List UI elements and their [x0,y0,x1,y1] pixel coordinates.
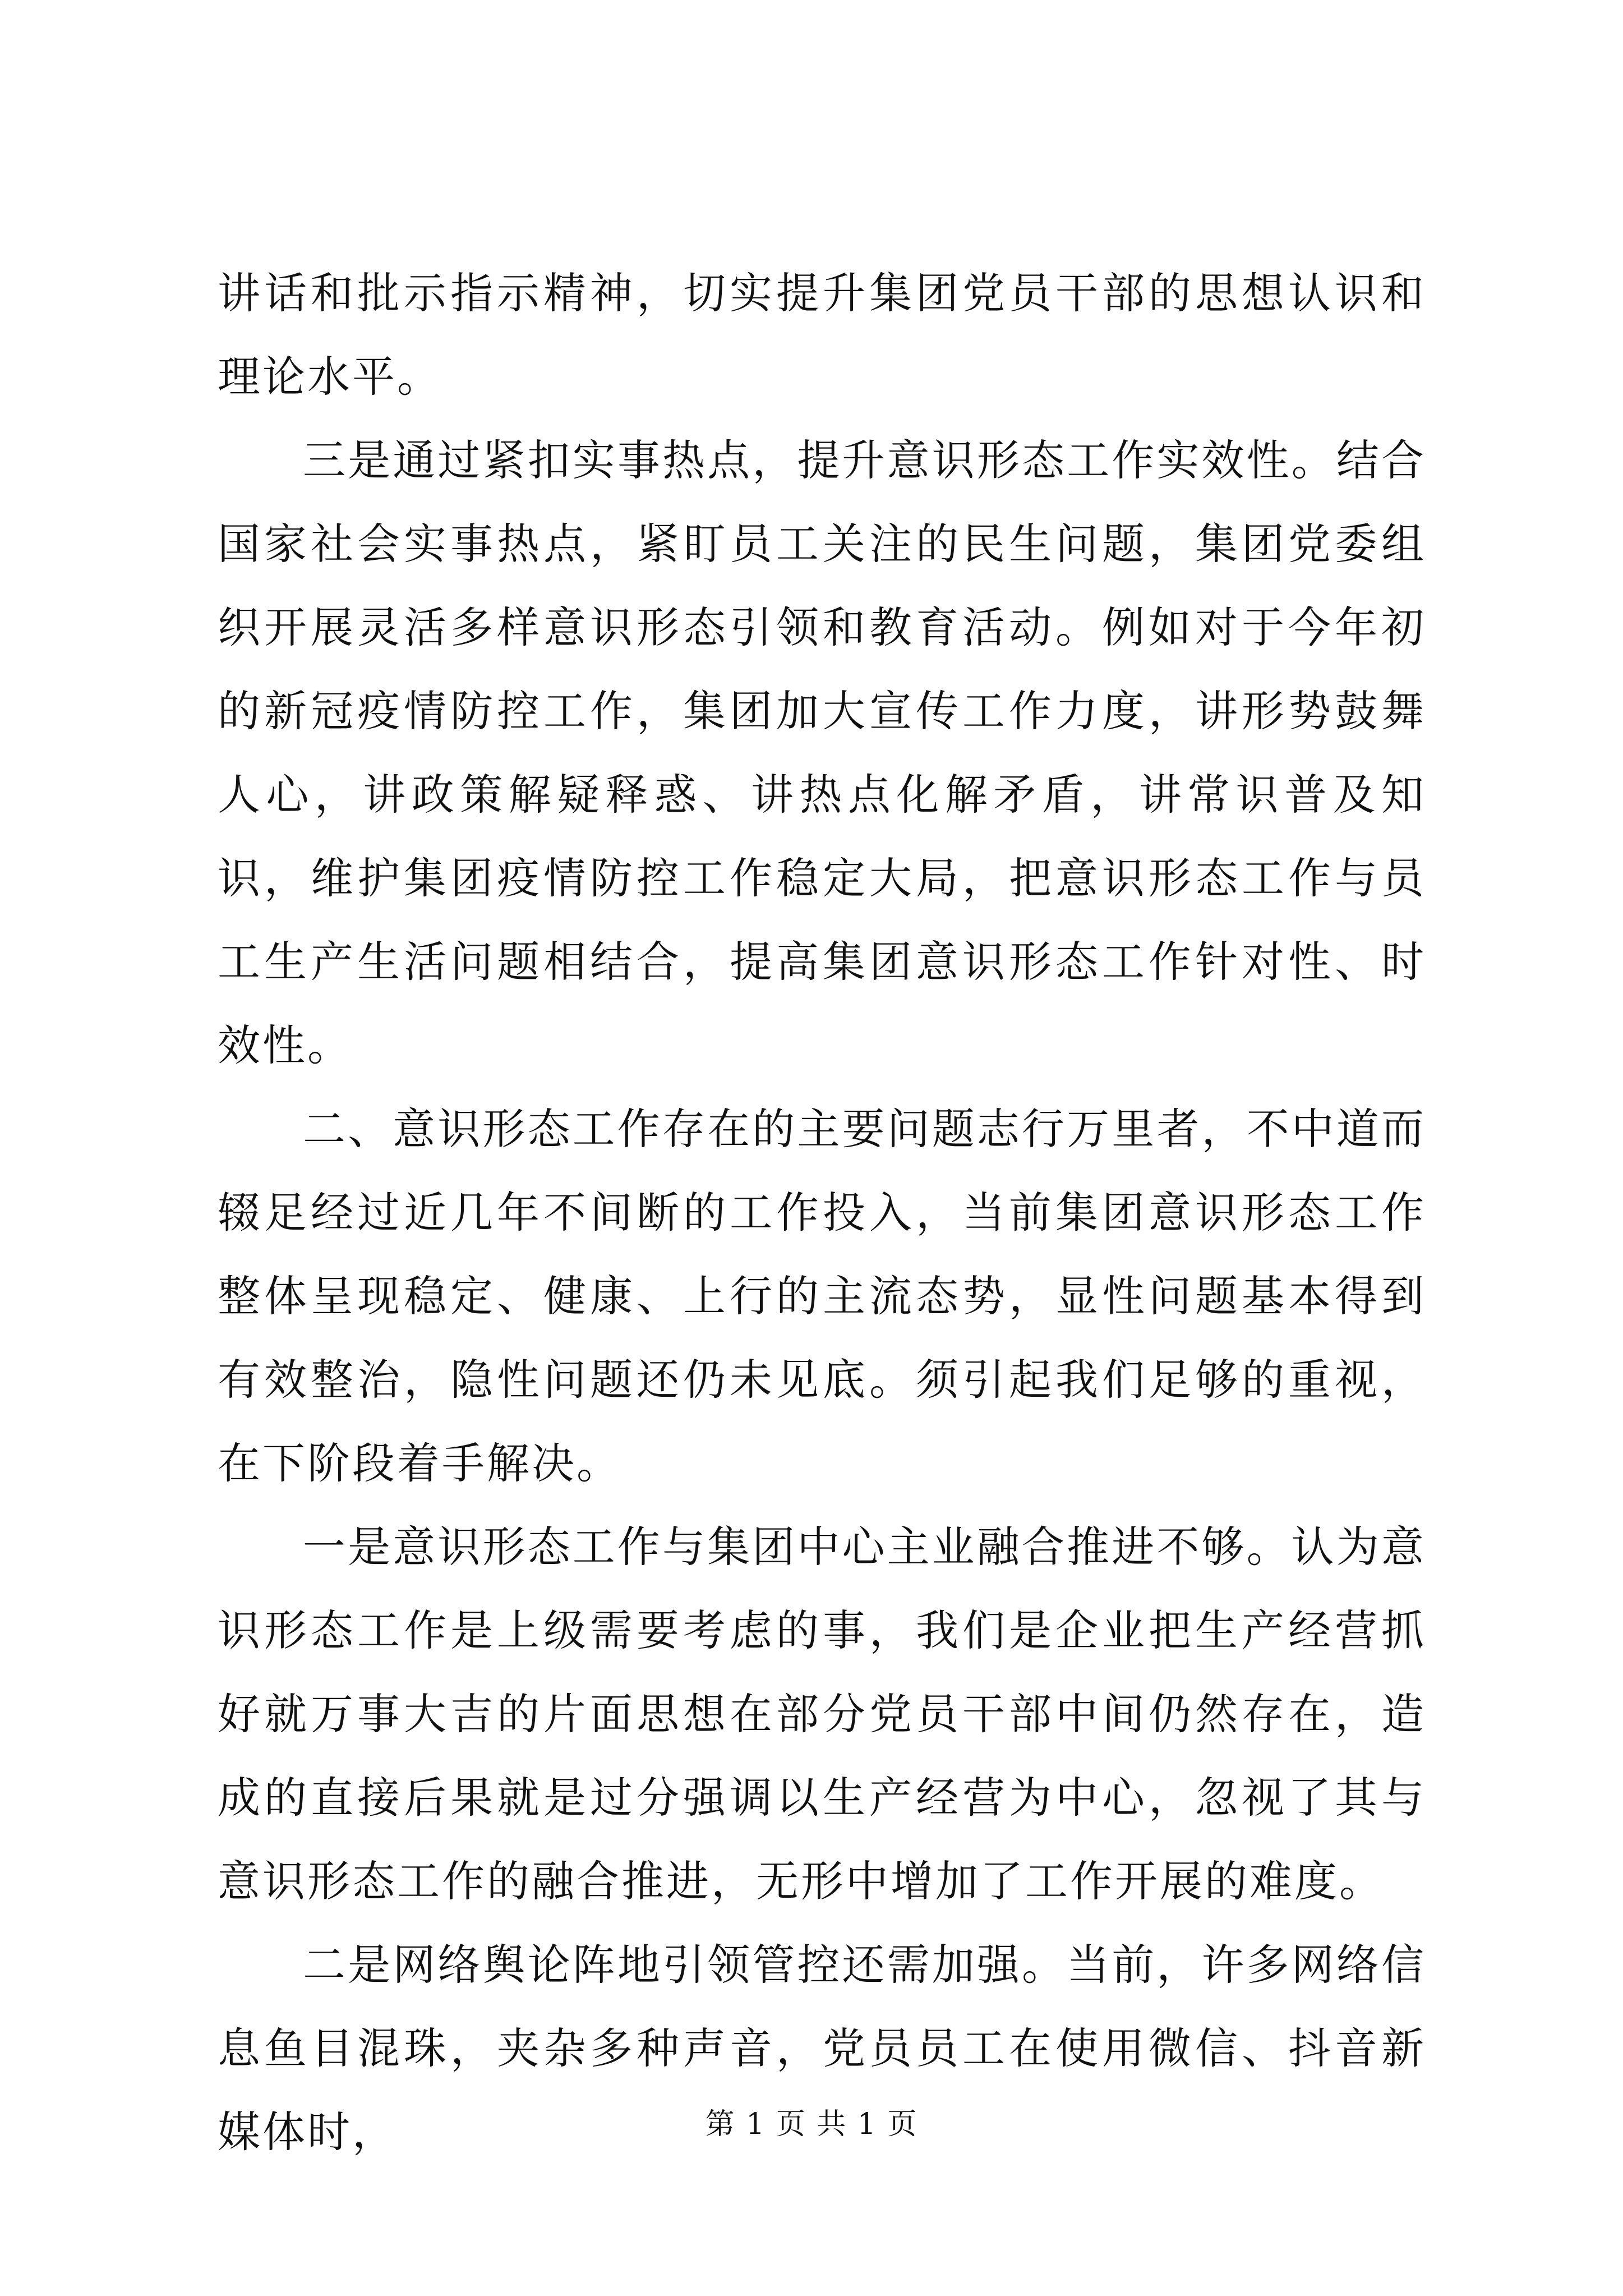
document-body [218,251,1426,2174]
paragraph-continuation: 讲话和批示指示精神，切实提升集团党员干部的思想认识和理论水平。 [218,268,1426,402]
paragraph-network-opinion: 二是网络舆论阵地引领管控还需加强。当前，许多网络信息鱼目混珠，夹杂多种声音，党员员工在使用微信、抖音新媒体时， [218,1940,1426,2157]
page-footer: 第 1 页 共 1 页 [705,2108,918,2141]
paragraph-integration-insufficient: 一是意识形态工作与集团中心主业融合推进不够。认为意识形态工作是上级需要考虑的事，我们是企业把生产经营抓好就万事大吉的片面思想在部分党员干部中间仍然存在，造成的直接后果就是过分强调以生产经营为中心，忽视了其与意识形态工作的融合推进，无形中增加了工作开展的难度。 [218,1522,1426,1906]
paragraph-hotspot-effectiveness: 三是通过紧扣实事热点，提升意识形态工作实效性。结合国家社会实事热点，紧盯员工关注的民生问题，集团党委组织开展灵活多样意识形态引领和教育活动。例如对于今年初的新冠疫情防控工作，集团加大宣传工作力度，讲形势鼓舞人心，讲政策解疑释惑、讲热点化解矛盾，讲常识普及知识，维护集团疫情防控工作稳定大局，把意识形态工作与员工生产生活问题相结合，提高集团意识形态工作针对性、时效性。 [218,435,1426,1070]
paragraph-main-problems: 二、意识形态工作存在的主要问题志行万里者，不中道而辍足经过近几年不间断的工作投入，当前集团意识形态工作整体呈现稳定、健康、上行的主流态势，显性问题基本得到有效整治，隐性问题还仍未见底。须引起我们足够的重视，在下阶段着手解决。 [218,1104,1426,1488]
